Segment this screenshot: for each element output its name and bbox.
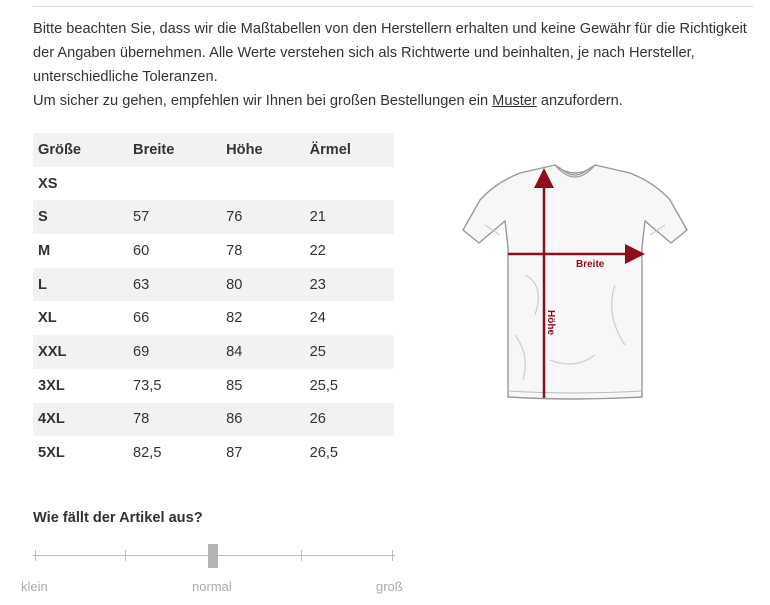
- table-row: [33, 436, 394, 470]
- sleeve-cell: 26,5: [309, 445, 338, 462]
- fit-slider[interactable]: [33, 542, 395, 570]
- disclaimer-text: Bitte beachten Sie, dass wir die Maßtabellen von den Herstellern erhalten und keine Gewähr für die Richtigkeit der Angaben übernehmen. Alle Werte verstehen sich als Richtwerte und beinhalten, je nach Hersteller, unterschiedliche Toleranzen.: [33, 21, 747, 85]
- sleeve-cell: 24: [309, 310, 326, 327]
- size-cell: 4XL: [38, 411, 65, 428]
- height-cell: [221, 167, 304, 201]
- height-cell: 82: [226, 310, 243, 327]
- fit-question: Wie fällt der Artikel aus?: [33, 510, 203, 526]
- size-cell: 3XL: [38, 377, 65, 394]
- sample-hint: [33, 89, 758, 113]
- fit-label-small: klein: [21, 579, 48, 594]
- table-row: [33, 234, 394, 268]
- width-cell: 82,5: [133, 445, 162, 462]
- height-label: Höhe: [545, 310, 556, 335]
- table-row: [33, 268, 394, 302]
- width-cell: 57: [133, 209, 150, 226]
- size-disclaimer: [33, 17, 758, 113]
- sleeve-cell: 26: [309, 411, 326, 428]
- width-label: Breite: [576, 259, 605, 270]
- slider-thumb[interactable]: [208, 544, 218, 568]
- column-header-sleeve: Ärmel: [309, 141, 351, 158]
- sleeve-cell: 21: [309, 209, 326, 226]
- table-row: [33, 301, 394, 335]
- slider-tick: [35, 550, 36, 561]
- column-header-size: Größe: [38, 141, 81, 158]
- sleeve-cell: 25: [309, 343, 326, 360]
- height-cell: 84: [226, 343, 243, 360]
- sleeve-cell: 22: [309, 242, 326, 259]
- size-cell: M: [38, 242, 51, 259]
- height-cell: 87: [226, 445, 243, 462]
- width-cell: 66: [133, 310, 150, 327]
- height-cell: 76: [226, 209, 243, 226]
- size-table: [33, 133, 394, 470]
- column-header-height: Höhe: [226, 141, 263, 158]
- height-cell: 78: [226, 242, 243, 259]
- table-row: [33, 200, 394, 234]
- slider-tick: [125, 550, 126, 561]
- table-header-row: [33, 133, 394, 167]
- height-cell: 86: [226, 411, 243, 428]
- table-row: [33, 369, 394, 403]
- sample-hint-after: anzufordern.: [536, 93, 623, 109]
- fit-label-large: groß: [376, 579, 403, 594]
- sample-hint-before: Um sicher zu gehen, empfehlen wir Ihnen bei großen Bestellungen ein: [33, 93, 493, 109]
- width-cell: [128, 167, 221, 201]
- column-header-width: Breite: [133, 141, 175, 158]
- width-cell: 73,5: [133, 377, 162, 394]
- table-row: [33, 167, 394, 201]
- slider-tick: [392, 550, 393, 561]
- size-cell: XS: [38, 175, 58, 192]
- sleeve-cell: 25,5: [309, 377, 338, 394]
- width-cell: 78: [133, 411, 150, 428]
- slider-tick: [301, 550, 302, 561]
- size-cell: XL: [38, 310, 57, 327]
- height-cell: 80: [226, 276, 243, 293]
- width-cell: 63: [133, 276, 150, 293]
- tshirt-measurement-diagram: [455, 155, 695, 415]
- table-row: [33, 403, 394, 437]
- top-divider: [33, 6, 754, 7]
- size-cell: L: [38, 276, 47, 293]
- width-cell: 60: [133, 242, 150, 259]
- width-cell: 69: [133, 343, 150, 360]
- fit-label-normal: normal: [192, 579, 232, 594]
- sleeve-cell: [305, 167, 394, 201]
- sleeve-cell: 23: [309, 276, 326, 293]
- table-row: [33, 335, 394, 369]
- size-cell: S: [38, 209, 48, 226]
- sample-link[interactable]: Muster: [492, 93, 537, 109]
- size-cell: XXL: [38, 343, 67, 360]
- height-cell: 85: [226, 377, 243, 394]
- size-cell: 5XL: [38, 445, 65, 462]
